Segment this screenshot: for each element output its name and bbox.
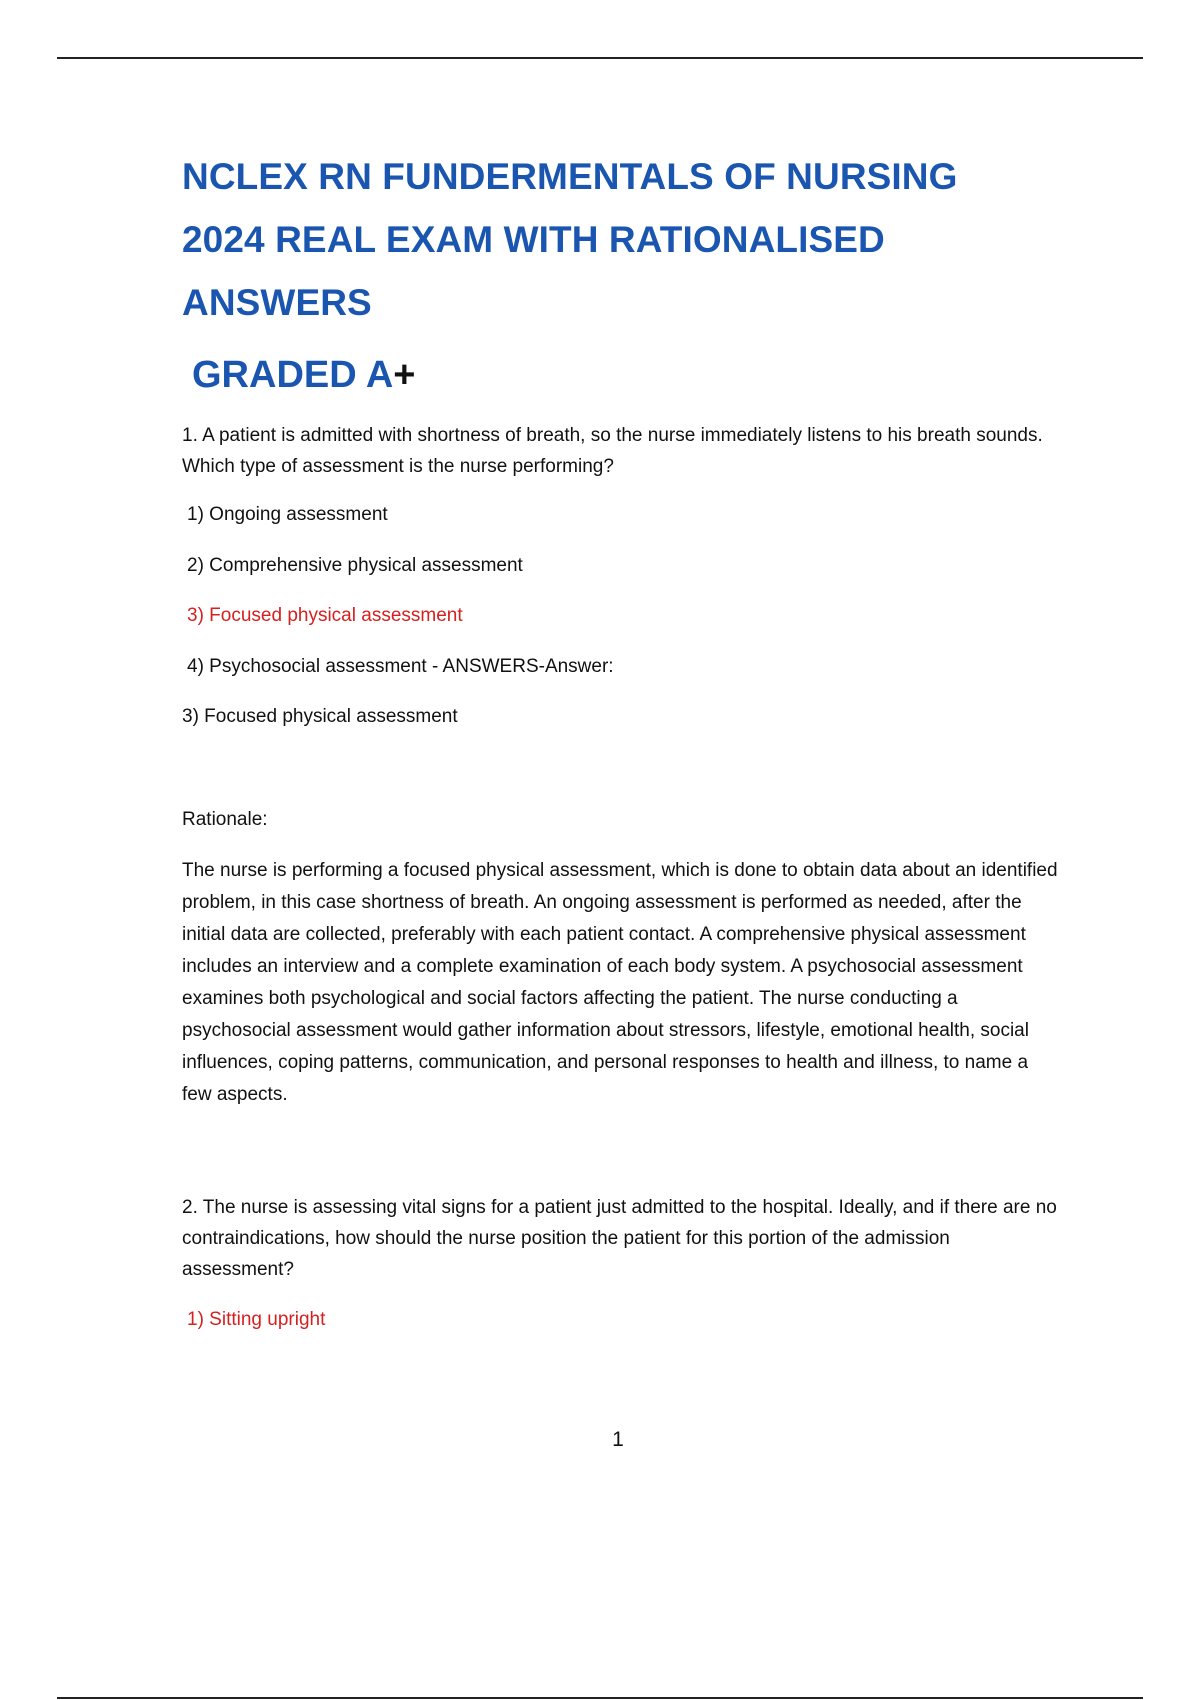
q2-option-1-correct: 1) Sitting upright xyxy=(187,1309,326,1330)
q1-option-3-correct: 3) Focused physical assessment xyxy=(187,605,463,626)
header-rule xyxy=(57,57,1143,59)
question-2: 2. The nurse is assessing vital signs for a patient just admitted to the hospital. Ideally, and if there are no contraindications, how should the nurse position the patient for this portion of the admission assessment? xyxy=(182,1197,1057,1280)
question-1: 1. A patient is admitted with shortness of breath, so the nurse immediately listens to his breath sounds. Which type of assessment is the nurse performing? xyxy=(182,425,1043,477)
grade-text: GRADED A xyxy=(192,354,394,396)
q1-option-4: 4) Psychosocial assessment - ANSWERS-Answer: xyxy=(187,656,614,677)
page-content xyxy=(182,145,1062,1335)
title-line: 2024 REAL EXAM WITH RATIONALISED xyxy=(182,219,885,260)
title-line: ANSWERS xyxy=(182,282,372,323)
q1-option-1: 1) Ongoing assessment xyxy=(187,504,388,525)
page-number: 1 xyxy=(612,1428,624,1451)
grade-plus: + xyxy=(393,354,416,396)
q1-answer: 3) Focused physical assessment xyxy=(182,706,458,727)
grade-heading xyxy=(192,350,1062,400)
document-title xyxy=(182,145,1062,334)
footer-rule xyxy=(57,1697,1143,1699)
title-line: NCLEX RN FUNDERMENTALS OF NURSING xyxy=(182,156,958,197)
q1-option-2: 2) Comprehensive physical assessment xyxy=(187,555,523,576)
q1-rationale-text: The nurse is performing a focused physical assessment, which is done to obtain data about an identified problem, in this case shortness of breath. An ongoing assessment is performed as needed, after the initial data are collected, preferably with each patient contact. A comprehensive physical assessment includes an interview and a complete examination of each body system. A psychosocial assessment examines both psychological and social factors affecting the patient. The nurse conducting a psychosocial assessment would gather information about stressors, lifestyle, emotional health, social influences, coping patterns, communication, and personal responses to health and illness, to name a few aspects. xyxy=(182,860,1058,1105)
q1-rationale-label: Rationale: xyxy=(182,809,268,830)
